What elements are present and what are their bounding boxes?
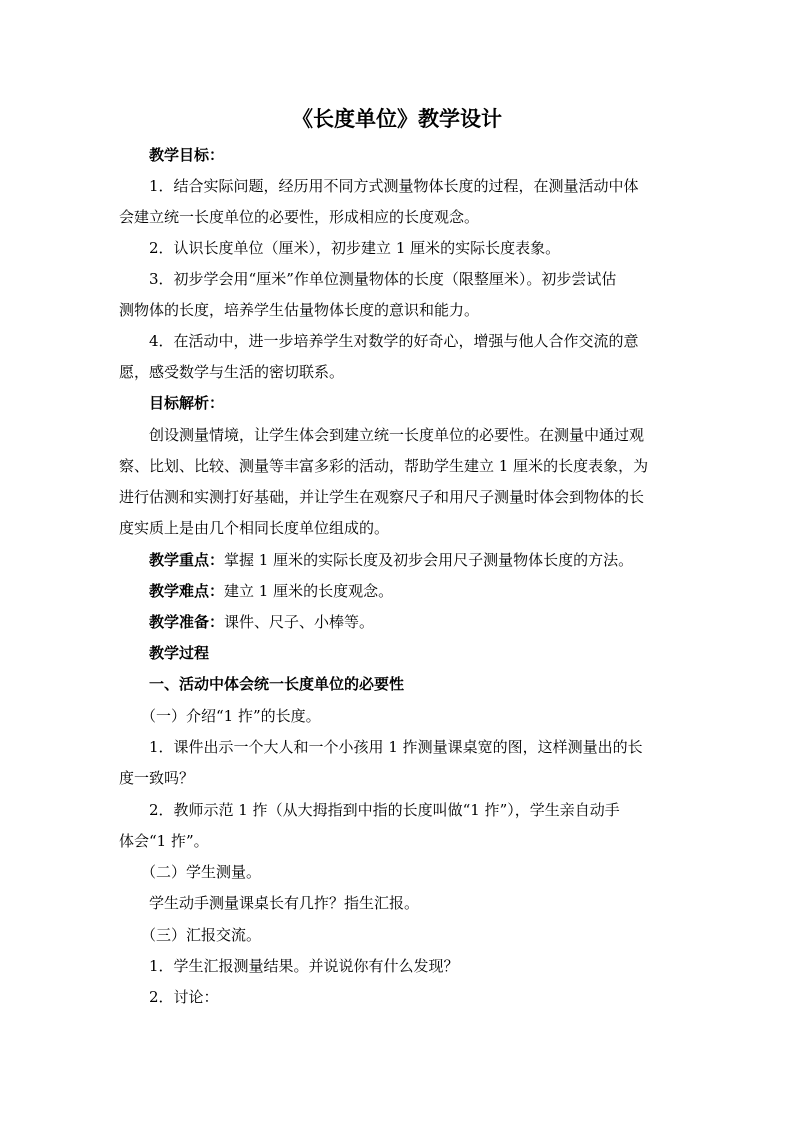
goal-1-line-1: 1．结合实际问题，经历用不同方式测量物体长度的过程，在测量活动中体 [149,177,639,195]
subsection-3-heading: （三）汇报交流。 [141,926,262,944]
preparation-label: 教学准备： [149,613,225,631]
goal-3-line-2: 测物体的长度，培养学生估量物体长度的意识和能力。 [119,301,480,319]
difficulty [119,576,675,607]
analysis-heading: 目标解析： [149,394,225,412]
goal-2: 2．认识长度单位（厘米），初步建立 1 厘米的实际长度表象。 [149,239,561,257]
goal-4-line-1: 4．在活动中，进一步培养学生对数学的好奇心，增强与他人合作交流的意 [149,332,639,350]
subsection-1-heading: （一）介绍“1 拃”的长度。 [141,707,321,725]
subsection-1-item-2-line-1: 2．教师示范 1 拃（从大拇指到中指的长度叫做“1 拃”），学生亲自动手 [149,801,620,819]
analysis-line-2: 察、比划、比较、测量等丰富多彩的活动，帮助学生建立 1 厘米的长度表象，为 [119,457,649,475]
subsection-2-heading: （二）学生测量。 [141,863,262,881]
subsection-3-item-1: 1．学生汇报测量结果。并说说你有什么发现？ [149,957,459,975]
key-point-text: 掌握 1 厘米的实际长度及初步会用尺子测量物体长度的方法。 [224,551,634,569]
subsection-1-item-1-line-1: 1．课件出示一个大人和一个小孩用 1 拃测量课桌宽的图，这样测量出的长 [149,738,643,756]
section-1-heading: 一、活动中体会统一长度单位的必要性 [149,675,405,693]
document-title: 《长度单位》教学设计 [292,106,502,131]
preparation [119,607,675,638]
difficulty-text: 建立 1 厘米的长度观念。 [224,582,394,600]
goals-heading: 教学目标： [149,146,225,164]
subsection-3-item-2: 2．讨论： [149,988,219,1006]
key-point-label: 教学重点： [149,551,225,569]
process-heading: 教学过程 [149,644,210,662]
analysis-line-4: 度实质上是由几个相同长度单位组成的。 [119,519,390,537]
goal-1-line-2: 会建立统一长度单位的必要性，形成相应的长度观念。 [119,208,480,226]
subsection-2-text: 学生动手测量课桌长有几拃？指生汇报。 [149,894,420,912]
analysis-line-1: 创设测量情境，让学生体会到建立统一长度单位的必要性。在测量中通过观 [149,426,645,444]
analysis-line-3: 进行估测和实测打好基础，并让学生在观察尺子和用尺子测量时体会到物体的长 [119,488,645,506]
difficulty-label: 教学难点： [149,582,225,600]
key-point [119,545,675,576]
subsection-1-item-2-line-2: 体会“1 拃”。 [119,832,209,850]
preparation-text: 课件、尺子、小棒等。 [224,613,375,631]
subsection-1-item-1-line-2: 度一致吗？ [119,769,195,787]
goal-3-line-1: 3．初步学会用“厘米”作单位测量物体的长度（限整厘米）。初步尝试估 [149,270,617,288]
goal-4-line-2: 愿，感受数学与生活的密切联系。 [119,363,345,381]
